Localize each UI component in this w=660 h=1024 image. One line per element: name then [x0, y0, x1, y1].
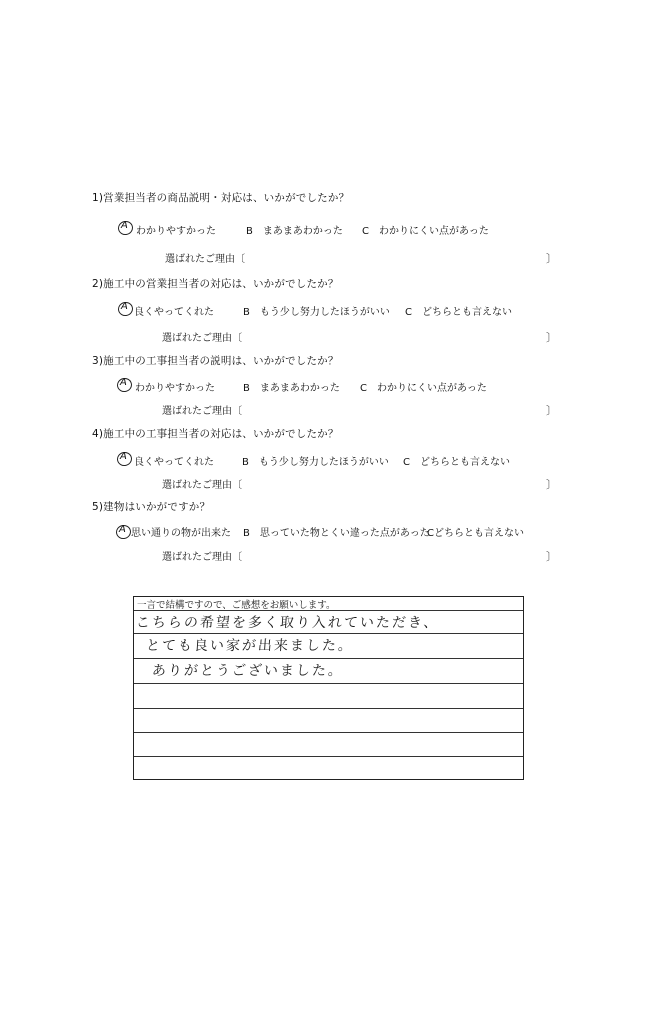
- q5-option-b[interactable]: B 思っていた物とくい違った点があった: [243, 528, 430, 539]
- comment-rule-line: [134, 610, 523, 611]
- q5-option-c[interactable]: Cどちらとも言えない: [427, 528, 524, 539]
- q3-option-c[interactable]: C わかりにくい点があった: [360, 383, 487, 394]
- comment-box: [133, 596, 524, 780]
- comment-rule-line: [134, 756, 523, 757]
- question-1-text: 1)営業担当者の商品説明・対応は、いかがでしたか？: [92, 192, 350, 204]
- handwritten-comment-line-3: ありがとうございました。: [151, 663, 345, 679]
- q3-reason-close: 〕: [546, 404, 557, 417]
- q2-reason-close: 〕: [546, 331, 557, 344]
- q1-option-a[interactable]: わかりやすかった: [136, 226, 216, 237]
- q2-option-b[interactable]: B もう少し努力したほうがいい: [243, 307, 390, 318]
- q3-option-a[interactable]: わかりやすかった: [135, 383, 215, 394]
- q5-reason-label: 選ばれたご理由〔: [162, 552, 242, 563]
- handwritten-comment-line-1: こちらの希望を多く取り入れていただき、: [135, 615, 440, 631]
- q2-reason-label: 選ばれたご理由〔: [162, 333, 242, 344]
- q1-option-c[interactable]: C わかりにくい点があった: [362, 226, 489, 237]
- q4-option-a[interactable]: 良くやってくれた: [134, 457, 214, 468]
- option-a-letter-q1: A: [121, 220, 128, 231]
- comment-rule-line: [134, 708, 523, 709]
- question-3-text: 3)施工中の工事担当者の説明は、いかがでしたか？: [92, 355, 339, 367]
- comment-rule-line: [134, 658, 523, 659]
- q1-reason-label: 選ばれたご理由〔: [165, 254, 245, 265]
- q3-option-b[interactable]: B まあまあわかった: [243, 383, 340, 394]
- q2-option-c[interactable]: C どちらとも言えない: [405, 307, 512, 318]
- question-5-text: 5)建物はいかがですか？: [92, 501, 211, 513]
- question-2-text: 2)施工中の営業担当者の対応は、いかがでしたか？: [92, 278, 339, 290]
- question-4-text: 4)施工中の工事担当者の対応は、いかがでしたか？: [92, 428, 339, 440]
- q5-reason-close: 〕: [546, 550, 557, 563]
- q4-reason-label: 選ばれたご理由〔: [162, 480, 242, 491]
- option-a-letter-q4: A: [120, 451, 127, 462]
- handwritten-comment-line-2: とても良い家が出来ました。: [145, 638, 355, 654]
- q4-option-c[interactable]: C どちらとも言えない: [403, 457, 510, 468]
- q3-reason-label: 選ばれたご理由〔: [162, 406, 242, 417]
- comment-rule-line: [134, 683, 523, 684]
- q1-option-b[interactable]: B まあまあわかった: [246, 226, 343, 237]
- comment-rule-line: [134, 732, 523, 733]
- comment-box-header: 一言で結構ですので、ご感想をお願いします。: [137, 600, 336, 611]
- q5-option-a[interactable]: 思い通りの物が出来た: [131, 528, 231, 539]
- q4-option-b[interactable]: B もう少し努力したほうがいい: [242, 457, 389, 468]
- q2-option-a[interactable]: 良くやってくれた: [134, 307, 214, 318]
- option-a-letter-q5: A: [119, 524, 126, 535]
- q4-reason-close: 〕: [546, 478, 557, 491]
- option-a-letter-q2: A: [121, 301, 128, 312]
- q1-reason-close: 〕: [546, 252, 557, 265]
- comment-rule-line: [134, 633, 523, 634]
- option-a-letter-q3: A: [120, 377, 127, 388]
